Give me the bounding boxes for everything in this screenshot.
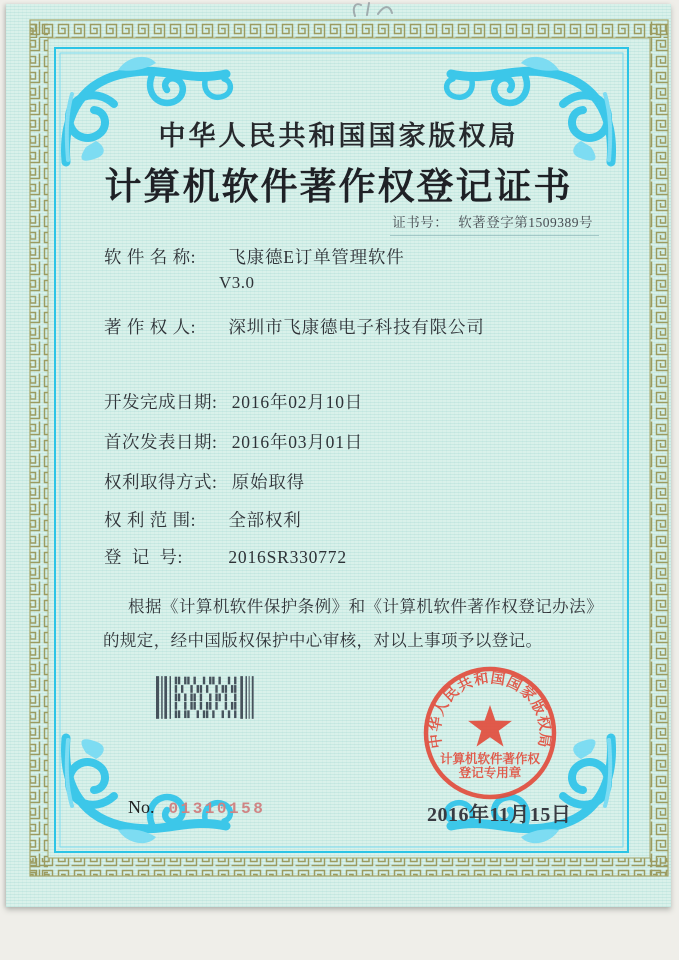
field-value: 原始取得: [231, 472, 305, 492]
seal-ring-text: 中华人民共和国国家版权局: [427, 670, 553, 750]
field-registration-number: [104, 544, 347, 569]
field-label: 登 记 号:: [104, 547, 183, 567]
registration-seal: [411, 654, 569, 812]
field-label: 权 利 范 围:: [104, 510, 196, 530]
field-label: 软 件 名 称:: [104, 247, 196, 267]
field-software-name: [104, 244, 405, 269]
serial-prefix: No.: [128, 797, 155, 817]
field-rights-scope: [104, 507, 302, 532]
seal-star-icon: [468, 705, 512, 747]
certificate-number-label: 证书号：: [392, 215, 449, 230]
barcode: [156, 675, 258, 721]
seal-inner-line1: 计算机软件著作权: [440, 752, 540, 766]
field-value: 深圳市飞康德电子科技有限公司: [228, 317, 485, 337]
field-label: 权利取得方式:: [104, 472, 218, 492]
certificate-number-line: [390, 211, 599, 236]
software-version: V3.0: [219, 273, 255, 292]
field-value: 飞康德E订单管理软件: [228, 247, 405, 267]
serial-value: 01310158: [168, 800, 266, 818]
serial-number: [128, 797, 265, 818]
field-label: 首次发表日期:: [104, 432, 218, 452]
seal-date: 2016年11月15日: [427, 804, 572, 826]
issuer-title: 中华人民共和国国家版权局: [158, 121, 519, 151]
top-edge-mark: [348, 0, 396, 18]
certificate-paper: [6, 4, 671, 907]
field-first-publication-date: [104, 429, 363, 454]
seal-inner-line2: 登记专用章: [458, 766, 522, 780]
field-label: 著 作 权 人:: [104, 317, 196, 337]
field-value: 全部权利: [228, 510, 302, 530]
certificate-number-value: 软著登字第1509389号: [458, 215, 593, 230]
field-value: 2016SR330772: [228, 547, 347, 567]
field-label: 开发完成日期:: [104, 392, 218, 412]
field-value: 2016年02月10日: [231, 392, 364, 412]
field-value: 2016年03月01日: [231, 432, 364, 452]
field-copyright-owner: [104, 314, 485, 339]
registration-statement: 根据《计算机软件保护条例》和《计算机软件著作权登记办法》的规定，经中国版权保护中心审核，对以上事项予以登记。: [103, 597, 603, 650]
field-dev-completion-date: [104, 389, 363, 414]
field-rights-acquisition: [104, 469, 305, 494]
certificate-title: 计算机软件著作权登记证书: [104, 167, 573, 208]
